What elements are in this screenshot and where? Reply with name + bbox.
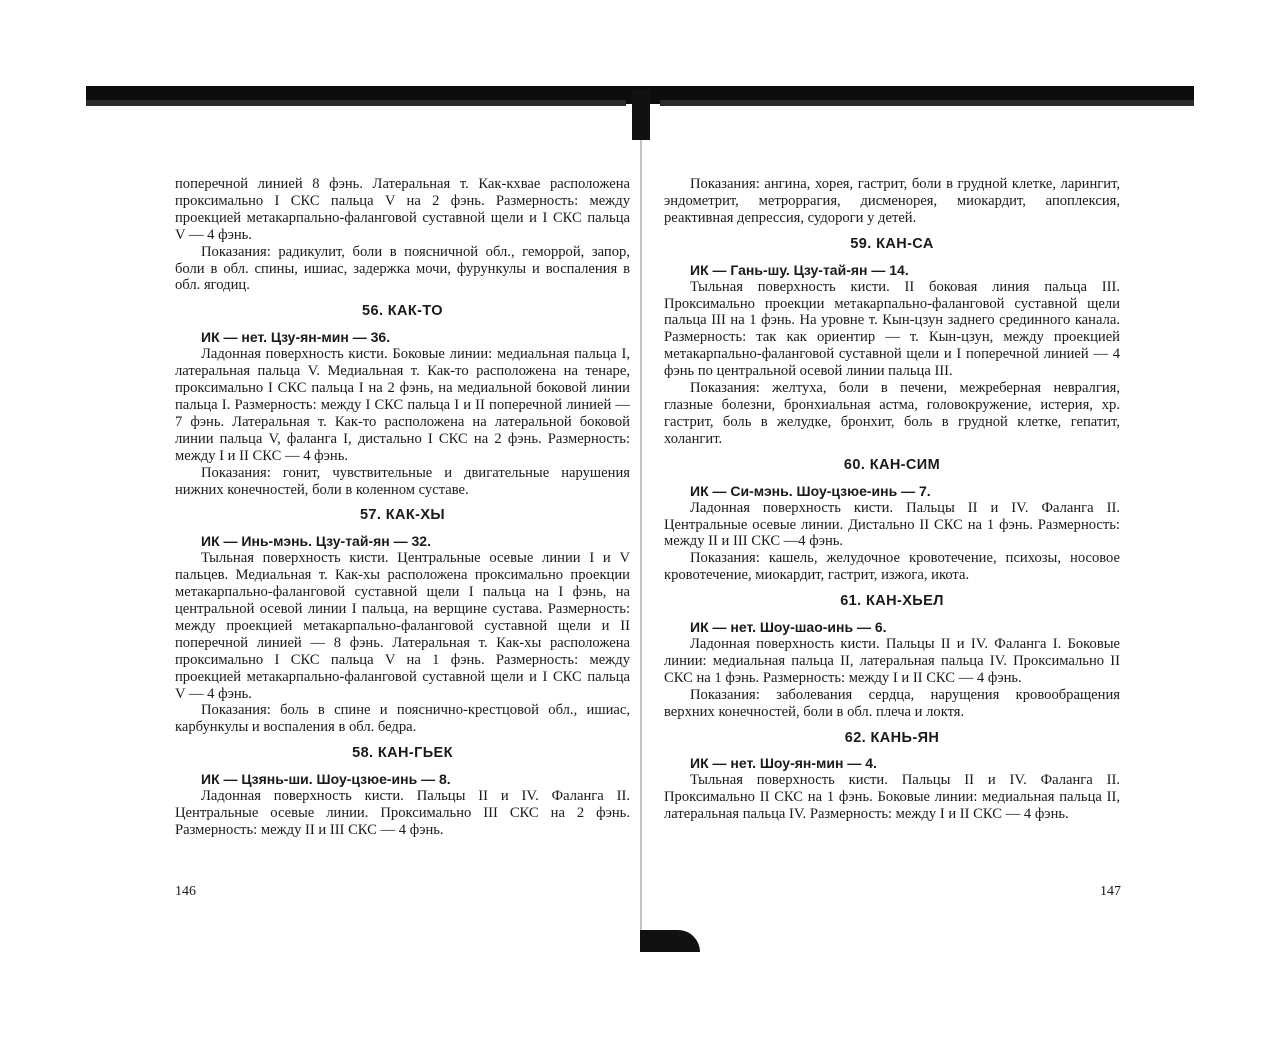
section-title: 58. КАН-ГЬЕК <box>352 745 453 762</box>
section-subtitle: ИК — нет. Шоу-ян-мин — 4. <box>690 755 877 772</box>
section-subtitle: ИК — Гань-шу. Цзу-тай-ян — 14. <box>690 261 909 278</box>
paragraph: Ладонная поверхность кисти. Пальцы II и IV. Фаланга II. Центральные осевые линии. Дистально II СКС на 1 фэнь. Размерность: между II и III СКС —4 фэнь. <box>664 499 1120 550</box>
paragraph: Тыльная поверхность кисти. Пальцы II и IV. Фаланга II. Проксимально II СКС на 1 фэнь. Боковые линии: медиальная пальца II, латеральная пальца IV. Размерность: между I и II СКС — 4 фэнь. <box>664 772 1120 823</box>
scan-top-border-left <box>86 100 626 106</box>
section-title: 62. КАНЬ-ЯН <box>844 729 940 746</box>
section-title: 59. КАН-СА <box>850 235 934 252</box>
page-number-right: 147 <box>1100 884 1121 899</box>
paragraph: Ладонная поверхность кисти. Пальцы II и IV. Фаланга I. Боковые линии: медиальная пальца II, латеральная пальца IV. Проксимально II СКС на 1 фэнь. Размерность: между I и II СКС — 4 фэнь. <box>664 636 1120 686</box>
book-spine-bottom <box>640 930 700 952</box>
paragraph: Ладонная поверхность кисти. Пальцы II и IV. Фаланга II. Центральные осевые линии. Проксимально III СКС на 2 фэнь. Размерность: между II и III СКС — 4 фэнь. <box>175 788 630 838</box>
book-gutter <box>640 140 642 930</box>
section-subtitle: ИК — Инь-мэнь. Цзу-тай-ян — 32. <box>201 533 431 550</box>
scan-top-border-right <box>660 100 1194 106</box>
section-title: 61. КАН-ХЬЕЛ <box>840 593 944 610</box>
section-subtitle: ИК — Цзянь-ши. Шоу-цзюе-инь — 8. <box>201 771 451 788</box>
left-page <box>175 176 630 839</box>
paragraph: Показания: кашель, желудочное кровотечение, психозы, носовое кровотечение, миокардит, гастрит, изжога, икота. <box>664 550 1120 584</box>
right-page <box>664 176 1120 823</box>
section-subtitle: ИК — нет. Цзу-ян-мин — 36. <box>201 329 391 346</box>
paragraph: Показания: заболевания сердца, нарущения кровообращения верхних конечностей, боли в обл. плеча и локтя. <box>664 686 1120 720</box>
page-number-left: 146 <box>175 884 196 899</box>
paragraph: Показания: радикулит, боли в поясничной обл., геморрой, запор, боли в обл. спины, ишиас, задержка мочи, фурункулы и воспаления в обл. ягодиц. <box>175 243 630 294</box>
paragraph: Показания: боль в спине и пояснично-крестцовой обл., ишиас, карбункулы и воспаления в обл. бедра. <box>175 702 630 736</box>
paragraph: Показания: желтуха, боли в печени, межреберная невралгия, глазные болезни, бронхиальная астма, головокружение, истерия, хр. гастрит, боль в желудке, бронхит, боль в грудной клетке, гепатит, холангит. <box>664 380 1120 447</box>
section-subtitle: ИК — Си-мэнь. Шоу-цзюе-инь — 7. <box>690 482 931 499</box>
section-subtitle: ИК — нет. Шоу-шао-инь — 6. <box>690 619 887 636</box>
paragraph: поперечной линией 8 фэнь. Латеральная т. Как-кхвае расположена проксимально I СКС пальца V на 2 фэнь. Размерность: между проекцией метакарпально-фаланговой суставной щели и I СКС пальца V — 4 фэнь. <box>175 176 630 243</box>
section-title: 57. КАК-ХЫ <box>359 507 446 524</box>
paragraph: Показания: гонит, чувствительные и двигательные нарушения нижних конечностей, боли в коленном суставе. <box>175 464 630 498</box>
book-spine-top <box>632 90 650 140</box>
paragraph: Тыльная поверхность кисти. II боковая линия пальца III. Проксимально проекции метакарпально-фаланговой суставной щели пальца III на 1 фэнь. На уровне т. Кын-цзун заднего срединного канала. Размерность: так как ориентир — т. Кын-цзун, между проекцией метакарпально-фаланговой суставной щели и I поперечной линией — 4 фэнь по центральной осевой линии пальца III. <box>664 278 1120 380</box>
paragraph: Показания: ангина, хорея, гастрит, боли в грудной клетке, ларингит, эндометрит, метроррагия, дисменорея, миокардит, апоплексия, реактивная депрессия, судороги у детей. <box>664 176 1120 226</box>
section-title: 60. КАН-СИМ <box>843 456 941 473</box>
paragraph: Ладонная поверхность кисти. Боковые линии: медиальная пальца I, латеральная пальца V. Медиальная т. Как-то расположена на тенаре, проксимально I СКС пальца I на 2 фэнь, на медиальной боковой линии пальца I. Размерность: между I СКС пальца I и II поперечной линией — 7 фэнь. Латеральная т. Как-то расположена на латеральной боковой линии пальца V, фаланга I, дистально I СКС на 2 фэнь. Размерность: между I и II СКС — 4 фэнь. <box>175 346 630 464</box>
paragraph: Тыльная поверхность кисти. Центральные осевые линии I и V пальцев. Медиальная т. Как-хы расположена проксимально проекции метакарпально-фаланговой суставной щели I пальца на I фэнь, на центральной осевой линии I пальца, на верщине сустава. Размерность: между проекцией метакарпально-фаланговой суставной щели и II поперечной линией — 8 фэнь. Латеральная т. Как-хы расположена проксимально I СКС пальца V на 1 фэнь. Размерность: между проекцией метакарпально-фаланговой суставной щели и I СКС пальца V — 4 фэнь. <box>175 550 630 702</box>
section-title: 56. КАК-ТО <box>362 303 443 320</box>
